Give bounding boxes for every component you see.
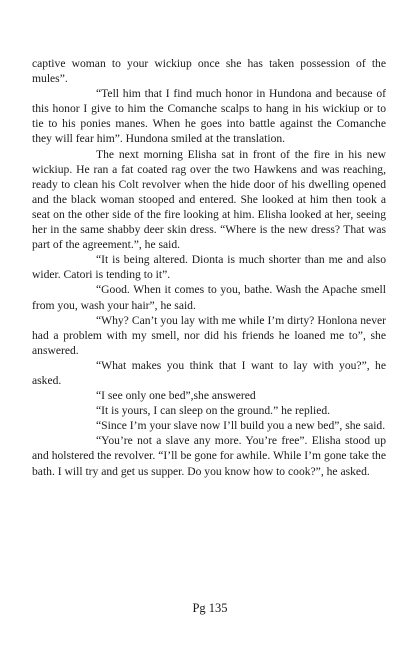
page-body: [32, 56, 386, 479]
paragraph: The next morning Elisha sat in front of the fire in his new wickiup. He ran a fat coated rag over the two Hawkens and was reaching, ready to clean his Colt revolver when the hide door of his dwelling opened and the black woman stooped and entered. She looked at him then took a seat on the other side of the fire looking at him. Elisha looked at her, seeing her in the same shabby deer skin dress. “Where is the new dress? That was part of the agreement.”, he said.: [32, 147, 386, 252]
paragraph: “Since I’m your slave now I’ll build you a new bed”, she said.: [96, 419, 386, 433]
paragraph: “You’re not a slave any more. You’re free”. Elisha stood up and holstered the revolver. “I’ll be gone for awhile. While I’m gone take the bath. I will try and get us supper. Do you know how to cook?”, he asked.: [32, 434, 386, 478]
paragraph: “I see only one bed”,she answered: [96, 389, 256, 403]
paragraph: “Tell him that I find much honor in Hundona and because of this honor I give to him the Comanche scalps to hang in his wickiup or to tie to his ponies manes. When he goes into battle against the Comanche they will fear him”. Hundona smiled at the translation.: [32, 87, 386, 146]
page-number: Pg 135: [192, 601, 228, 615]
paragraph: “Why? Can’t you lay with me while I’m dirty? Honlona never had a problem with my smell, nor did his friends he loaned me to”, she answered.: [32, 313, 386, 357]
paragraph: “What makes you think that I want to lay with you?”, he asked.: [32, 358, 386, 387]
paragraph: “Good. When it comes to you, bathe. Wash the Apache smell from you, wash your hair”, he said.: [32, 283, 386, 312]
paragraph: “It is yours, I can sleep on the ground.” he replied.: [96, 404, 331, 418]
paragraph-continuation: captive woman to your wickiup once she has taken possession of the mules”.: [32, 57, 386, 86]
paragraph: “It is being altered. Dionta is much shorter than me and also wider. Catori is tending to it”.: [32, 253, 386, 282]
